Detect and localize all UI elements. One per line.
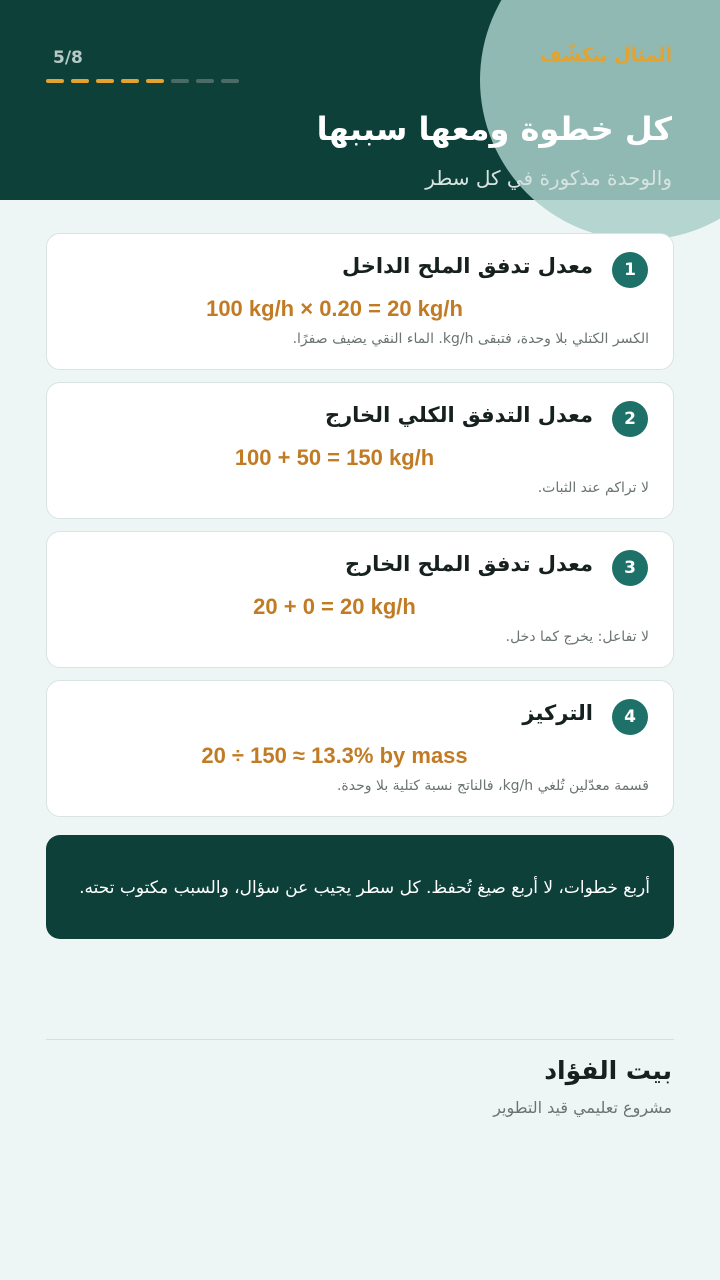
step-formula: 100 + 50 = 150 kg/h: [234, 445, 435, 470]
footer-divider: [46, 1039, 674, 1040]
step-formula: 20 + 0 = 20 kg/h: [253, 594, 416, 619]
header: [0, 0, 720, 200]
step-title: معدل تدفق الملح الخارج: [344, 552, 593, 576]
step-title: التركيز: [522, 701, 593, 725]
step-formula: 100 kg/h × 0.20 = 20 kg/h: [206, 296, 463, 321]
step-title: معدل تدفق الملح الداخل: [342, 254, 593, 278]
step-formula: 20 ÷ 150 ≈ 13.3% by mass: [201, 743, 468, 768]
step-note: قسمة معدّلين تُلغي kg/h، فالناتج نسبة كتلية بلا وحدة.: [336, 778, 649, 794]
step-note: لا تفاعل: يخرج كما دخل.: [505, 629, 649, 645]
step-card: [46, 531, 674, 668]
progress-segment: [146, 79, 164, 83]
step-card: [46, 382, 674, 519]
page-title: كل خطوة ومعها سببها: [316, 110, 672, 148]
step-counter: 5/8: [53, 48, 83, 68]
step-card: [46, 680, 674, 817]
summary-callout: أربع خطوات، لا أربع صيغ تُحفظ. كل سطر يجيب عن سؤال، والسبب مكتوب تحته.: [46, 835, 674, 939]
progress-segment: [46, 79, 64, 83]
progress-segment: [196, 79, 214, 83]
section-kicker: المثال يتكشّف: [539, 44, 672, 66]
step-number-badge: 1: [612, 252, 648, 288]
progress-segment: [221, 79, 239, 83]
step-note: لا تراكم عند الثبات.: [537, 480, 649, 496]
page-subtitle: والوحدة مذكورة في كل سطر: [425, 166, 672, 190]
progress-segment: [96, 79, 114, 83]
step-title: معدل التدفق الكلي الخارج: [324, 403, 593, 427]
step-card: [46, 233, 674, 370]
step-note: الكسر الكتلي بلا وحدة، فتبقى kg/h. الماء النقي يضيف صفرًا.: [292, 331, 649, 347]
progress-indicator: [46, 79, 239, 83]
step-number-badge: 2: [612, 401, 648, 437]
step-number-badge: 3: [612, 550, 648, 586]
progress-segment: [71, 79, 89, 83]
step-number-badge: 4: [612, 699, 648, 735]
steps-list: [46, 233, 674, 829]
footer-tagline: مشروع تعليمي قيد التطوير: [493, 1098, 672, 1117]
progress-segment: [121, 79, 139, 83]
footer-brand: بيت الفؤاد: [544, 1056, 672, 1085]
progress-segment: [171, 79, 189, 83]
